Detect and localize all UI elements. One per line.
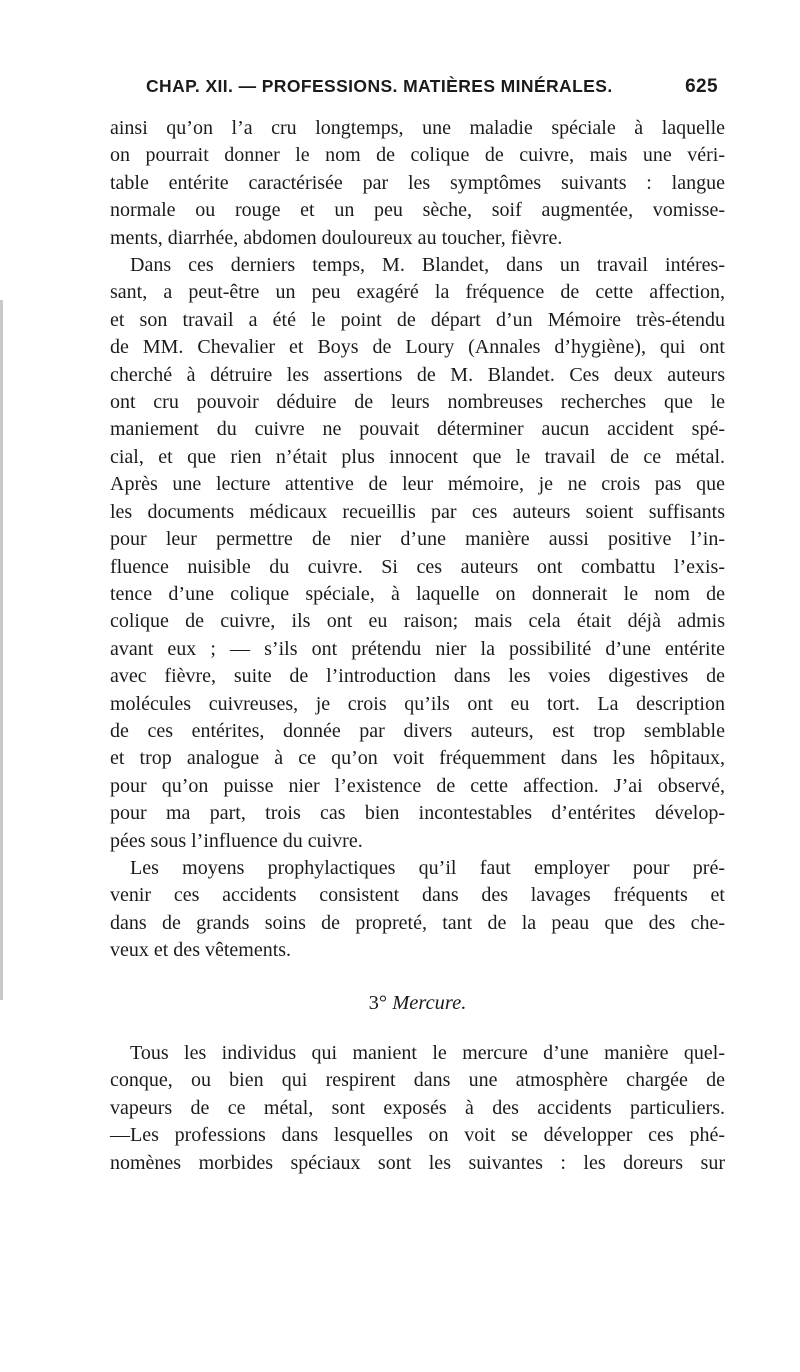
text-line: veux et des vêtements. bbox=[110, 939, 292, 962]
text-line: avec fièvre, suite de l’introduction dans les voies digestives de bbox=[110, 665, 725, 688]
text-line: pour ma part, trois cas bien incontestables d’entérites dévelop- bbox=[110, 802, 725, 825]
text-line: normale ou rouge et un peu sèche, soif augmentée, vomisse- bbox=[110, 199, 725, 222]
page-edge-shadow bbox=[0, 300, 3, 1000]
text-line: et trop analogue à ce qu’on voit fréquemment dans les hôpitaux, bbox=[110, 747, 725, 770]
text-line: venir ces accidents consistent dans des lavages fréquents et bbox=[110, 884, 725, 907]
text-line: molécules cuivreuses, je crois qu’ils ont eu tort. La description bbox=[110, 692, 725, 715]
text-line: pour leur permettre de nier d’une manière aussi positive l’in- bbox=[110, 528, 725, 551]
text-line: avant eux ; — s’ils ont prétendu nier la possibilité d’une entérite bbox=[110, 637, 725, 660]
text-line: cial, et que rien n’était plus innocent que le travail de ce métal. bbox=[110, 445, 725, 468]
running-head bbox=[146, 76, 718, 100]
text-line: tence d’une colique spéciale, à laquelle on donnerait le nom de bbox=[110, 582, 725, 605]
text-line: de MM. Chevalier et Boys de Loury (Annales d’hygiène), qui ont bbox=[110, 336, 725, 359]
text-line: les documents médicaux recueillis par ces auteurs soient suffisants bbox=[110, 500, 725, 523]
paragraph bbox=[110, 252, 725, 855]
text-line: ments, diarrhée, abdomen douloureux au toucher, fièvre. bbox=[110, 226, 563, 249]
text-line: sant, a peut-être un peu exagéré la fréquence de cette affection, bbox=[110, 281, 725, 304]
body-text bbox=[110, 115, 725, 1177]
section-number: 3° bbox=[368, 991, 388, 1014]
text-line: ont cru pouvoir déduire de leurs nombreuses recherches que le bbox=[110, 391, 725, 414]
page-number: 625 bbox=[685, 76, 718, 97]
text-line: Les moyens prophylactiques qu’il faut employer pour pré- bbox=[130, 856, 725, 879]
text-line: pées sous l’influence du cuivre. bbox=[110, 829, 363, 852]
text-line: pour qu’on puisse nier l’existence de cette affection. J’ai observé, bbox=[110, 774, 725, 797]
running-head-title: CHAP. XII. — PROFESSIONS. MATIÈRES MINÉRALES. bbox=[146, 76, 613, 96]
text-line: de ces entérites, donnée par divers auteurs, est trop semblable bbox=[110, 719, 725, 742]
section-title: Mercure. bbox=[392, 991, 467, 1014]
text-line: et son travail a été le point de départ d’un Mémoire très-étendu bbox=[110, 308, 725, 331]
text-line: dans de grands soins de propreté, tant de la peau que des che- bbox=[110, 911, 725, 934]
text-line: conque, ou bien qui respirent dans une atmosphère chargée de bbox=[110, 1069, 725, 1092]
text-line: cherché à détruire les assertions de M. Blandet. Ces deux auteurs bbox=[110, 363, 725, 386]
text-line: table entérite caractérisée par les symptômes suivants : langue bbox=[110, 171, 725, 194]
paragraph bbox=[110, 855, 725, 965]
text-line: Tous les individus qui manient le mercure d’une manière quel- bbox=[130, 1042, 725, 1064]
text-line: —Les professions dans lesquelles on voit se développer ces phé- bbox=[110, 1124, 725, 1147]
text-line: Dans ces derniers temps, M. Blandet, dans un travail intéres- bbox=[130, 254, 725, 277]
paragraph bbox=[110, 115, 725, 252]
text-line: colique de cuivre, ils ont eu raison; mais cela était déjà admis bbox=[110, 610, 725, 633]
text-line: on pourrait donner le nom de colique de cuivre, mais une véri- bbox=[110, 144, 725, 167]
text-line: nomènes morbides spéciaux sont les suivantes : les doreurs sur bbox=[110, 1151, 725, 1174]
section-heading bbox=[110, 990, 725, 1017]
paragraph bbox=[110, 1040, 725, 1177]
text-line: ainsi qu’on l’a cru longtemps, une maladie spéciale à laquelle bbox=[110, 117, 725, 139]
text-line: fluence nuisible du cuivre. Si ces auteurs ont combattu l’exis- bbox=[110, 555, 725, 578]
text-line: Après une lecture attentive de leur mémoire, je ne crois pas que bbox=[110, 473, 725, 496]
text-line: vapeurs de ce métal, sont exposés à des accidents particuliers. bbox=[110, 1096, 725, 1119]
text-line: maniement du cuivre ne pouvait déterminer aucun accident spé- bbox=[110, 418, 725, 441]
